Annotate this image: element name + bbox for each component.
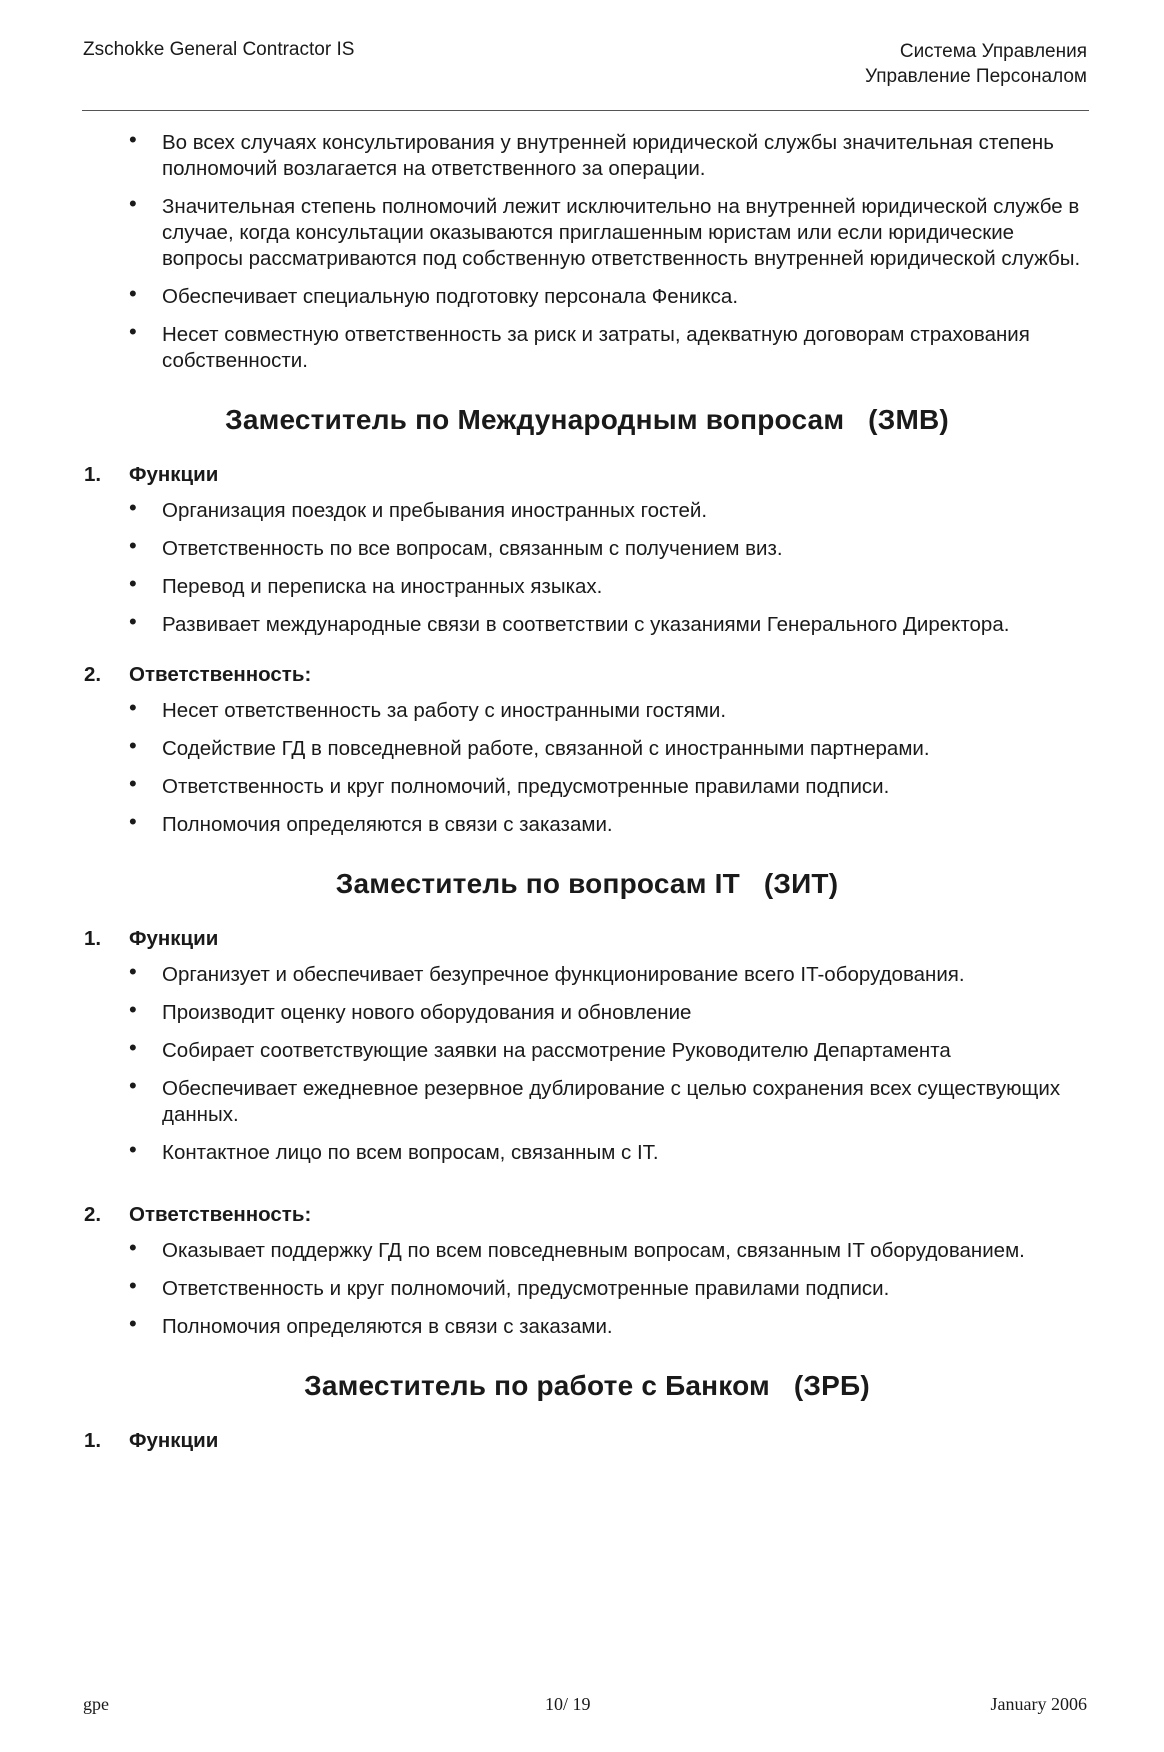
heading-number: 1.: [84, 463, 102, 486]
list-item: • Организует и обеспечивает безупречное функционирование всего IT-оборудования.: [82, 962, 1092, 988]
list-item: • Ответственность и круг полномочий, предусмотренные правилами подписи.: [82, 774, 1092, 800]
intro-bullet-list: [82, 130, 1092, 374]
header-title: [865, 39, 1087, 89]
functions-heading: [82, 926, 1092, 952]
list-item: • Полномочия определяются в связи с заказами.: [82, 812, 1092, 838]
footer-date: January 2006: [990, 1694, 1087, 1714]
list-item: • Перевод и переписка на иностранных языках.: [82, 574, 1092, 600]
list-item: • Несет ответственность за работу с иностранными гостями.: [82, 698, 1092, 724]
list-item: • Значительная степень полномочий лежит исключительно на внутренней юридической службе в случае, когда консультации оказываются приглашенным юристам или если юридические вопросы рассматриваются под собственную ответственность внутренней юридической службы.: [82, 194, 1092, 272]
responsibility-list: [82, 698, 1092, 838]
list-item: • Организация поездок и пребывания иностранных гостей.: [82, 498, 1092, 524]
heading-label: Функции: [129, 927, 219, 950]
heading-label: Ответственность:: [129, 1203, 312, 1226]
page-number: 10/ 19: [545, 1694, 591, 1714]
list-item: • Несет совместную ответственность за риск и затраты, адекватную договорам страхования собственности.: [82, 322, 1092, 374]
list-item: • Производит оценку нового оборудования и обновление: [82, 1000, 1092, 1026]
section-title-international: Заместитель по Международным вопросам (ЗМВ): [225, 404, 949, 435]
functions-list: [82, 498, 1092, 638]
header-company: Zschokke General Contractor IS: [83, 39, 355, 60]
header-divider: [82, 110, 1089, 111]
header-system-title: Система Управления: [899, 41, 1087, 62]
heading-number: 2.: [84, 1203, 102, 1226]
functions-list: [82, 962, 1092, 1166]
document-body: [82, 130, 1092, 1464]
header-subtitle: Управление Персоналом: [865, 66, 1087, 87]
list-item: • Во всех случаях консультирования у внутренней юридической службы значительная степень полномочий возлагается на ответственного за операции.: [82, 130, 1092, 182]
heading-label: Ответственность:: [129, 663, 312, 686]
list-item: • Ответственность по все вопросам, связанным с получением виз.: [82, 536, 1092, 562]
functions-heading: [82, 462, 1092, 488]
list-item: • Обеспечивает специальную подготовку персонала Феникса.: [82, 284, 1092, 310]
heading-number: 1.: [84, 1429, 102, 1452]
heading-label: Функции: [129, 463, 219, 486]
list-item: • Обеспечивает ежедневное резервное дублирование с целью сохранения всех существующих данных.: [82, 1076, 1092, 1128]
list-item: • Собирает соответствующие заявки на рассмотрение Руководителю Департамента: [82, 1038, 1092, 1064]
list-item: • Полномочия определяются в связи с заказами.: [82, 1314, 1092, 1340]
heading-label: Функции: [129, 1429, 219, 1452]
footer-author: gpe: [83, 1694, 109, 1714]
list-item: • Ответственность и круг полномочий, предусмотренные правилами подписи.: [82, 1276, 1092, 1302]
section-title-it: Заместитель по вопросам IT (ЗИТ): [335, 868, 839, 899]
section-title-bank: Заместитель по работе с Банком (ЗРБ): [304, 1370, 870, 1401]
list-item: • Контактное лицо по всем вопросам, связанным с IT.: [82, 1140, 1092, 1166]
functions-heading: [82, 1428, 1092, 1454]
list-item: • Оказывает поддержку ГД по всем повседневным вопросам, связанным IT оборудованием.: [82, 1238, 1092, 1264]
heading-number: 1.: [84, 927, 102, 950]
list-item: • Содействие ГД в повседневной работе, связанной с иностранными партнерами.: [82, 736, 1092, 762]
heading-number: 2.: [84, 663, 102, 686]
responsibility-list: [82, 1238, 1092, 1340]
responsibility-heading: [82, 1202, 1092, 1228]
list-item: • Развивает международные связи в соответствии с указаниями Генерального Директора.: [82, 612, 1092, 638]
responsibility-heading: [82, 662, 1092, 688]
